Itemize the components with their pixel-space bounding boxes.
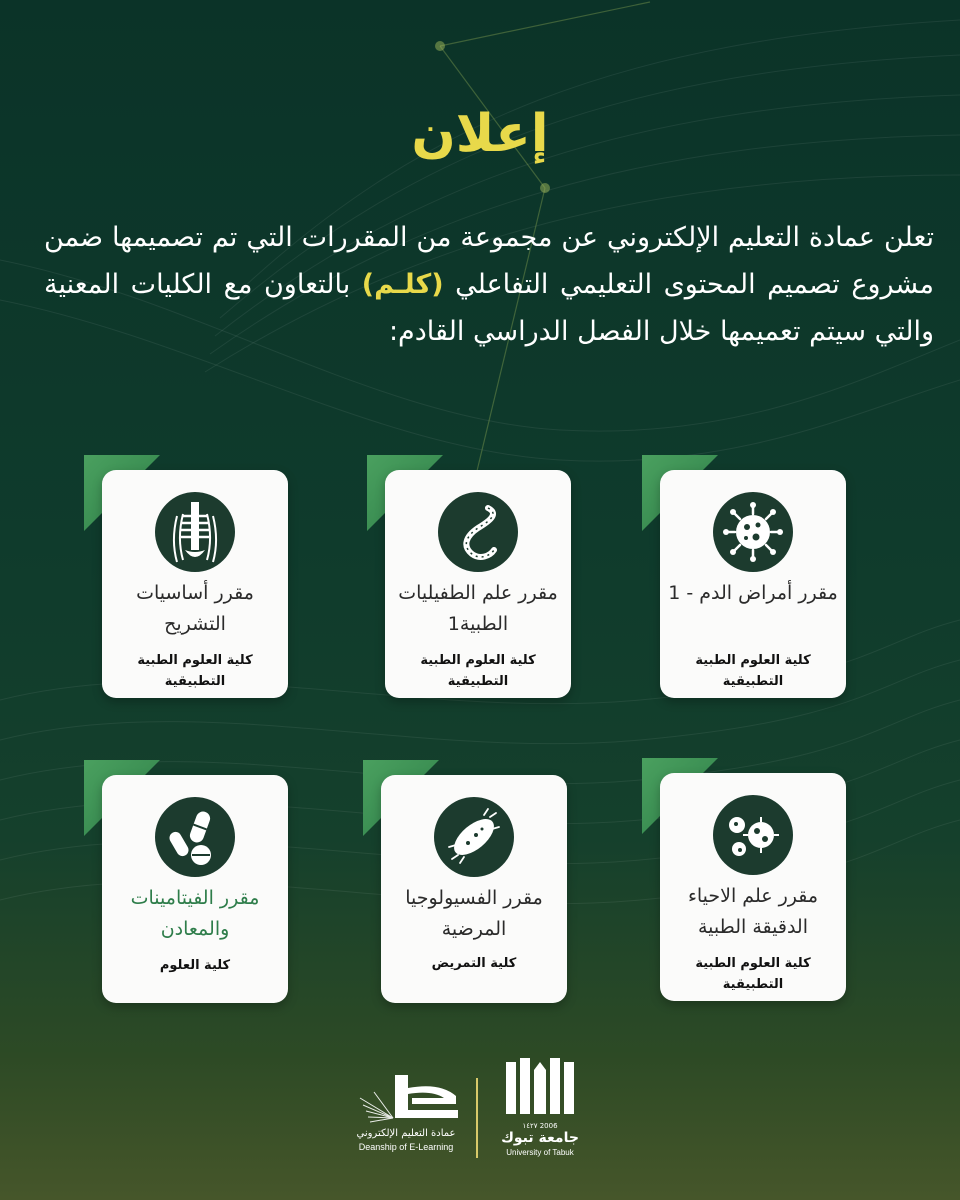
- course-name: مقرر الفيتامينات والمعادن: [130, 887, 260, 940]
- course-name: مقرر أساسيات التشريح: [136, 582, 254, 635]
- announcement-text: [44, 214, 934, 355]
- university-logo: [506, 1058, 574, 1114]
- deanship-logo: [395, 1075, 458, 1118]
- pills-icon: [155, 797, 235, 877]
- project-name-highlight: (كلـم): [361, 269, 444, 300]
- course-name: مقرر الفسيولوجيا المرضية: [405, 887, 543, 940]
- course-card[interactable]: [660, 470, 846, 698]
- footer-divider: [476, 1078, 478, 1158]
- footer-logos: [0, 1040, 960, 1170]
- course-card[interactable]: [660, 773, 846, 1001]
- page-title: إعلان: [411, 104, 549, 164]
- university-name-ar: جامعة تبوك: [501, 1130, 579, 1146]
- college-name: كلية العلوم: [159, 958, 231, 973]
- college-name: كلية العلوم الطبية التطبيقية: [695, 956, 811, 992]
- college-name: كلية العلوم الطبية التطبيقية: [420, 653, 536, 689]
- course-card[interactable]: [381, 775, 567, 1003]
- virus-icon: [713, 492, 793, 572]
- college-name: كلية التمريض: [431, 956, 517, 971]
- announcement-before: تعلن عمادة التعليم الإلكتروني عن مجموعة من المقررات التي تم تصميمها ضمن مشروع تصميم المحتوى التعليمي التفاعلي: [44, 222, 934, 300]
- college-name: كلية العلوم الطبية التطبيقية: [695, 653, 811, 689]
- course-card[interactable]: [385, 470, 571, 698]
- university-gregorian-year: 2006: [539, 1122, 558, 1130]
- university-hijri-year: ١٤٢٧: [522, 1122, 538, 1130]
- bacterium-icon: [434, 797, 514, 877]
- course-card[interactable]: [102, 470, 288, 698]
- microbes-icon: [713, 795, 793, 875]
- announcement-after: بالتعاون مع الكليات المعنية والتي سيتم تعميمها خلال الفصل الدراسي القادم:: [44, 269, 934, 347]
- course-name: مقرر أمراض الدم - 1: [668, 582, 838, 604]
- university-year: [500, 1122, 580, 1130]
- deanship-name-en: Deanship of E-Learning: [358, 1142, 454, 1152]
- course-name: مقرر علم الاحياء الدقيقة الطبية: [687, 885, 819, 938]
- worm-icon: [438, 492, 518, 572]
- college-name: كلية العلوم الطبية التطبيقية: [137, 653, 253, 689]
- deanship-name-ar: عمادة التعليم الإلكتروني: [356, 1128, 456, 1139]
- university-name-en: University of Tabuk: [506, 1148, 574, 1157]
- course-name: مقرر علم الطفيليات الطبية1: [398, 582, 558, 635]
- course-card[interactable]: [102, 775, 288, 1003]
- skeleton-icon: [155, 492, 235, 572]
